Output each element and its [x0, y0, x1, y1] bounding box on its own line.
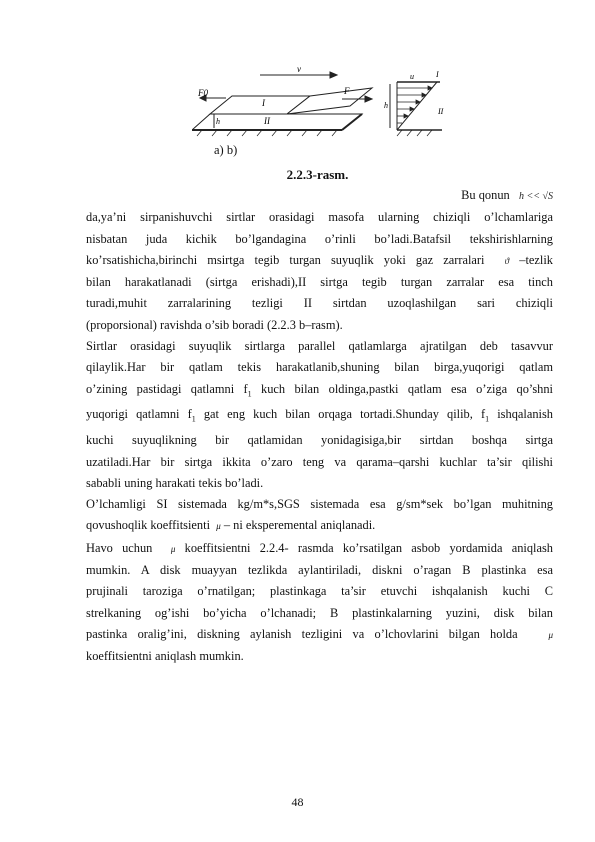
text-line-3: nisbatan juda kichik bo’lgandagina o’rinli bo’ladi.Batafsil tekshirishlarning [86, 231, 553, 246]
text-line-6: turadi,muhit zarralarining tezligi II sirtdan uzoqlashilgan sari chiziqli [86, 296, 553, 311]
text-line-19: prujinali taroziga o’rnatilgan; plastinkaga ta’sir etuvchi ishqalanish kuchi C [86, 584, 553, 599]
text-line-4: ko’rsatishicha,birinchi msirtga tegib turgan suyuqlik yoki gaz zarralari ϑ –tezlik [86, 252, 553, 267]
text-line-1: Bu qonun h << √S [461, 188, 553, 202]
text-line-17: Havo uchun μ koeffitsientni 2.2.4- rasmda ko’rsatilgan asbob yordamida aniqlash [86, 540, 553, 555]
figure-panel-a [192, 72, 372, 136]
figure-panel-b [390, 82, 442, 136]
text-line-13: uzatiladi.Har bir sirtga ikkita o’zaro teng va qarama–qarshi kuchlar ta’sir qilishi [86, 454, 553, 469]
figure-title: 2.2.3-rasm. [286, 167, 349, 182]
figure-label-i: I [262, 98, 265, 108]
figure-label-f0: F0 [198, 88, 208, 98]
symbol-mu-1: μ [216, 521, 221, 532]
text-line-8: Sirtlar orasidagi suyuqlik sirtlarga parallel qatlamlarga ajratilgan deb tasavvur [86, 339, 553, 354]
text-line-2: da,ya’ni sirpanishuvchi sirtlar orasidagi masofa ularning chiziqli o’lchamlariga [86, 210, 553, 225]
figure-label-f: F [344, 86, 350, 96]
text-line-22: koeffitsientni aniqlash mumkin. [86, 649, 244, 664]
figure-label-ii: II [264, 116, 270, 126]
text-line-10: o’zining pastidagi qatlamni $f_1$ kuch bilan oldinga,pastki qatlam esa o’ziga qo’shni [86, 381, 553, 399]
figure-label-i-right: I [436, 70, 439, 79]
figure-2-2-3 [192, 62, 462, 142]
text-line-5: bilan harakatlanadi (sirtga erishadi),II sirtga tegib turgan zarralar esa tinch [86, 275, 553, 290]
text-line-11: yuqorigi qatlamni $f_1$ gat eng kuch bilan orqaga tortadi.Shunday qilib, $f_1$ ishqalanish [86, 407, 553, 424]
text-line-16: qovushoqlik koeffitsienti μ – ni eksperemental aniqlanadi. [86, 518, 376, 533]
figure-label-h: h [216, 117, 220, 126]
text-line-15: O’lchamligi SI sistemada kg/m*s,SGS sistemada esa g/sm*sek bo’lgan muhitning [86, 497, 553, 512]
body-text [86, 185, 553, 667]
text-line-12: kuchi suyuqlikning bir qatlamidan yonidagisiga,bir sirtdan boshqa sirtga [86, 433, 553, 448]
figure-label-h-right: h [384, 101, 388, 110]
text-line-20: strelkaning og’ishi bo’yicha o’lchanadi; B plastinkalarning yuzini, disk bilan [86, 605, 553, 620]
page-number: 48 [291, 795, 304, 809]
figure-subcaption: a) b) [214, 143, 238, 157]
figure-diagram [192, 62, 462, 142]
figure-label-v: v [297, 64, 301, 74]
figure-label-ii-right: II [438, 107, 444, 116]
formula-h-sqrt-s: h << √S [519, 191, 553, 202]
text-line-18: mumkin. A disk muayyan tezlikda aylantiriladi, diskni o’ragan B plastinka esa [86, 562, 553, 577]
text-line-14: sababli uning harakati tekis bo’ladi. [86, 475, 264, 490]
text-line-9: qilaylik.Har bir qatlam tekis harakatlanib,shuning bilan birga,yuqorigi qatlam [86, 360, 553, 375]
symbol-mu-3: μ [548, 629, 553, 640]
text-line-21: pastinka oralig’ini, diskning aylanish tezligini va o’lchovlarini bilgan holda μ [86, 626, 553, 641]
symbol-mu-2: μ [170, 543, 176, 554]
symbol-theta: ϑ [504, 255, 510, 266]
text-line-7: (proporsional) ravishda o’sib boradi (2.2.3 b–rasm). [86, 317, 343, 332]
figure-label-u-right: u [410, 72, 414, 81]
